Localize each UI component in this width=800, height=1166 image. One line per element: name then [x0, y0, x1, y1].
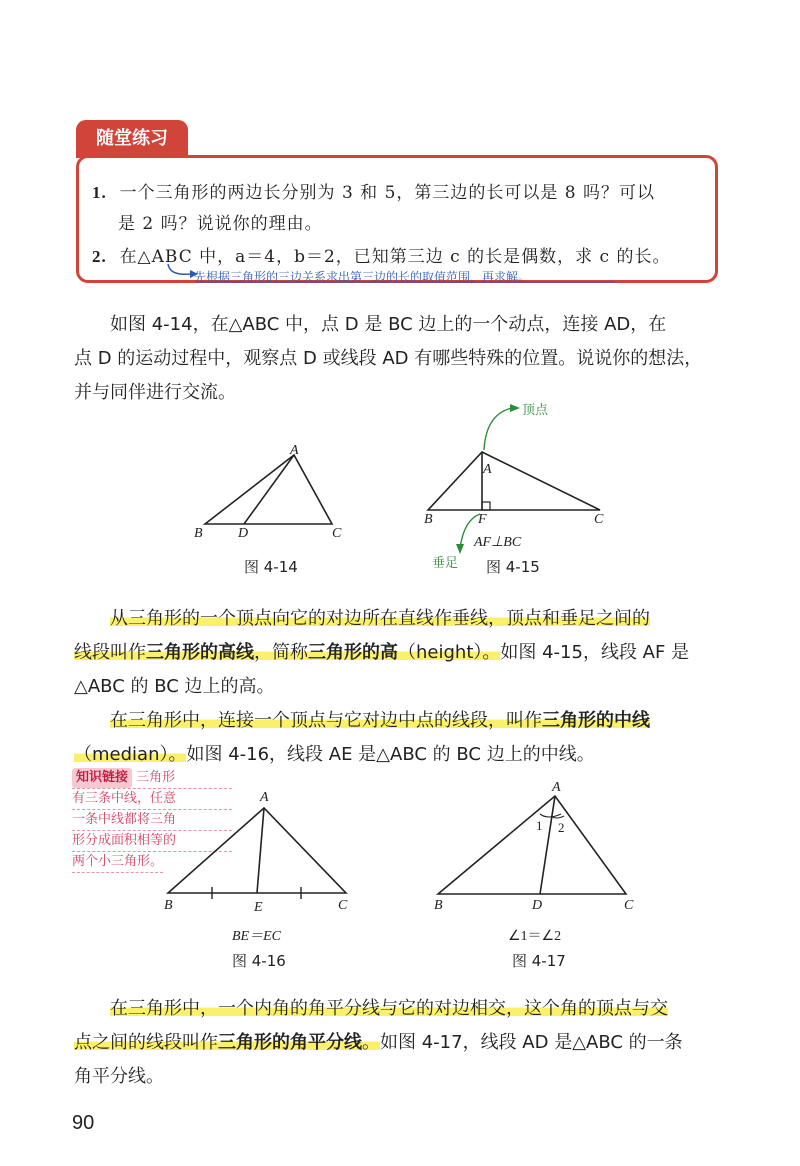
fig416-label-a: A: [260, 790, 269, 805]
intro-line-1: 如图 4-14，在△ABC 中，点 D 是 BC 边上的一个动点，连接 AD，在: [110, 314, 667, 335]
triangle-abc: [438, 796, 626, 894]
question-1-number: 1.: [92, 183, 107, 202]
figure-4-14: [180, 430, 350, 540]
fig416-label-e: E: [254, 900, 263, 915]
fig417-label-c: C: [624, 898, 634, 913]
fig417-relation: ∠1＝∠2: [508, 929, 562, 944]
term-height: 三角形的高: [308, 642, 398, 663]
fig417-label-a: A: [552, 780, 561, 795]
fig414-label-c: C: [332, 526, 342, 541]
median-def-line-1: 在三角形中，连接一个顶点与它对边中点的线段，叫作三角形的中线: [110, 710, 650, 731]
term-angle-bisector: 三角形的角平分线: [218, 1032, 362, 1053]
intro-line-2: 点 D 的运动过程中，观察点 D 或线段 AD 有哪些特殊的位置。说说你的想法，: [74, 348, 703, 369]
fig414-caption: 图 4-14: [244, 558, 298, 576]
knowledge-link-title: 知识链接: [72, 768, 132, 788]
fig415-relation: AF⊥BC: [474, 535, 522, 550]
fig415-label-f: F: [478, 512, 487, 527]
fig415-label-c: C: [594, 512, 604, 527]
fig414-label-d: D: [238, 526, 249, 541]
intro-line-3: 并与同伴进行交流。: [74, 382, 236, 403]
triangle-abc: [428, 452, 600, 510]
triangle-abc: [168, 808, 346, 893]
figure-4-17: [430, 790, 640, 900]
height-def-line-3: △ABC 的 BC 边上的高。: [74, 676, 275, 697]
bisector-def-line-2: 点之间的线段叫作三角形的角平分线。如图 4-17，线段 AD 是△ABC 的一条: [74, 1032, 683, 1053]
fig414-label-b: B: [194, 526, 203, 541]
term-median: 三角形的中线: [542, 710, 650, 731]
fig417-label-d: D: [532, 898, 543, 913]
height-def-line-2: 线段叫作三角形的高线，简称三角形的高（height）。如图 4-15，线段 AF 是: [74, 642, 690, 663]
question-1-text: 一个三角形的两边长分别为 3 和 5，第三边的长可以是 8 吗？可以: [119, 183, 656, 203]
page-number: 90: [72, 1112, 95, 1134]
term-height-line: 三角形的高线: [146, 642, 254, 663]
hint-text: 先根据三角形的三边关系求出第三边的长的取值范围，再求解。: [194, 270, 531, 284]
figure-4-16: [160, 800, 360, 900]
fig416-relation: BE＝EC: [232, 929, 281, 944]
question-2-number: 2.: [92, 247, 107, 266]
fig415-caption: 图 4-15: [486, 558, 540, 576]
fig415-label-b: B: [424, 512, 433, 527]
bisector-ad: [540, 796, 555, 894]
vertex-arrow: [484, 408, 512, 450]
median-ae: [257, 808, 264, 893]
bisector-def-line-1: 在三角形中，一个内角的角平分线与它的对边相交，这个角的顶点与交: [110, 998, 668, 1019]
height-def-line-1: 从三角形的一个顶点向它的对边所在直线作垂线，顶点和垂足之间的: [110, 608, 650, 629]
fig417-label-b: B: [434, 898, 443, 913]
bisector-def-line-3: 角平分线。: [74, 1066, 164, 1087]
question-1-line-2: 是 2 吗？说说你的理由。: [118, 214, 323, 234]
question-1-line-1: [92, 178, 655, 203]
fig416-caption: 图 4-16: [232, 952, 286, 970]
fig417-angle-1: 1: [536, 818, 543, 833]
fig417-angle-2: 2: [558, 820, 565, 835]
segment-ad: [244, 455, 294, 524]
angle-arc-1: [540, 814, 561, 817]
knowledge-link-box: 知识链接 三角形 有三条中线，任意 一条中线都将三角 形分成面积相等的 两个小三角形。: [72, 768, 232, 868]
question-2-text: 在△ABC 中，a＝4，b＝2，已知第三边 c 的长是偶数，求 c 的长。: [119, 247, 671, 267]
practice-tab-title: 随堂练习: [76, 120, 188, 158]
median-def-line-2: （median）。如图 4-16，线段 AE 是△ABC 的 BC 边上的中线。: [74, 744, 595, 765]
fig415-label-a: A: [483, 462, 492, 477]
right-angle-mark: [482, 502, 490, 510]
fig417-caption: 图 4-17: [512, 952, 566, 970]
vertex-label: 顶点: [522, 403, 549, 418]
fig416-label-c: C: [338, 898, 348, 913]
fig414-label-a: A: [290, 443, 299, 458]
fig416-label-b: B: [164, 898, 173, 913]
foot-label: 垂足: [432, 556, 459, 571]
